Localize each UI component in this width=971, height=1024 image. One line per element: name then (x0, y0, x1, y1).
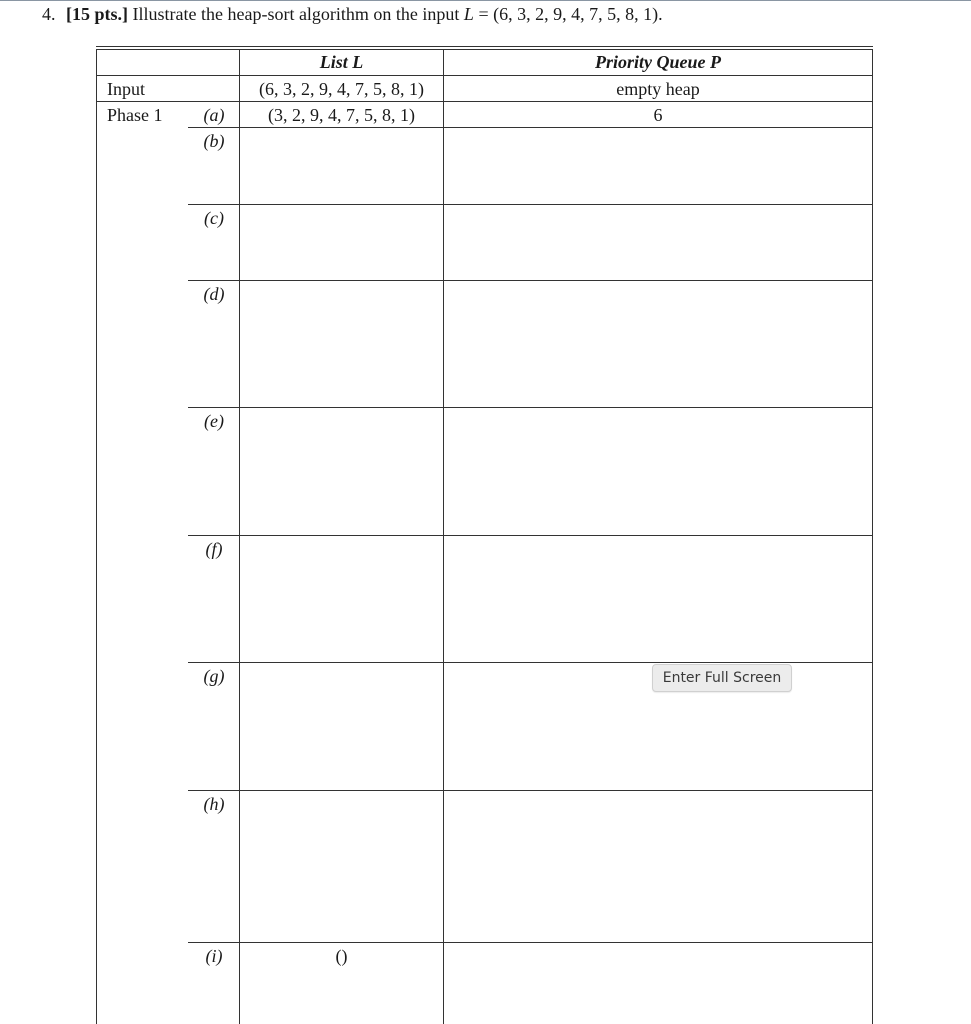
step-label-f: (f) (205, 539, 223, 559)
table-rule-top-inner (96, 49, 873, 50)
step-label-i: (i) (205, 946, 223, 966)
header-divider (96, 75, 873, 76)
phase-label: Phase 1 (107, 105, 163, 125)
input-label: Input (107, 79, 145, 99)
question-sequence: (6, 3, 2, 9, 4, 7, 5, 8, 1). (493, 4, 663, 24)
step-a-list: (3, 2, 9, 4, 7, 5, 8, 1) (268, 105, 415, 125)
row-divider-f (188, 662, 873, 663)
header-queue: Priority Queue P (595, 52, 721, 72)
question-equals: = (478, 4, 489, 24)
row-divider-e (188, 535, 873, 536)
step-i-list: () (335, 946, 348, 966)
question-text: Illustrate the heap-sort algorithm on the input (132, 4, 460, 24)
step-label-e: (e) (204, 411, 224, 431)
table-border-left (96, 49, 97, 1024)
top-border (0, 0, 971, 1)
question-points: [15 pts.] (66, 4, 128, 24)
step-label-c: (c) (204, 208, 224, 228)
step-label-a: (a) (203, 105, 225, 125)
row-divider-d (188, 407, 873, 408)
input-queue-value: empty heap (616, 79, 700, 99)
column-divider-list (239, 49, 240, 1024)
input-list-value: (6, 3, 2, 9, 4, 7, 5, 8, 1) (259, 79, 424, 99)
input-divider (96, 101, 873, 102)
table-border-right (872, 49, 873, 1024)
row-divider-g (188, 790, 873, 791)
question-statement (42, 4, 663, 25)
enter-full-screen-button[interactable]: Enter Full Screen (652, 664, 792, 692)
table-rule-top (96, 46, 873, 47)
step-label-h: (h) (203, 794, 225, 814)
column-divider-queue (443, 49, 444, 1024)
question-variable: L (463, 4, 474, 24)
step-a-queue: 6 (653, 105, 663, 125)
step-label-d: (d) (203, 284, 225, 304)
row-divider-h (188, 942, 873, 943)
row-divider-a (188, 127, 873, 128)
step-label-b: (b) (203, 131, 225, 151)
header-list: List L (319, 52, 364, 72)
step-label-g: (g) (203, 666, 225, 686)
row-divider-b (188, 204, 873, 205)
question-number: 4. (42, 4, 56, 24)
row-divider-c (188, 280, 873, 281)
